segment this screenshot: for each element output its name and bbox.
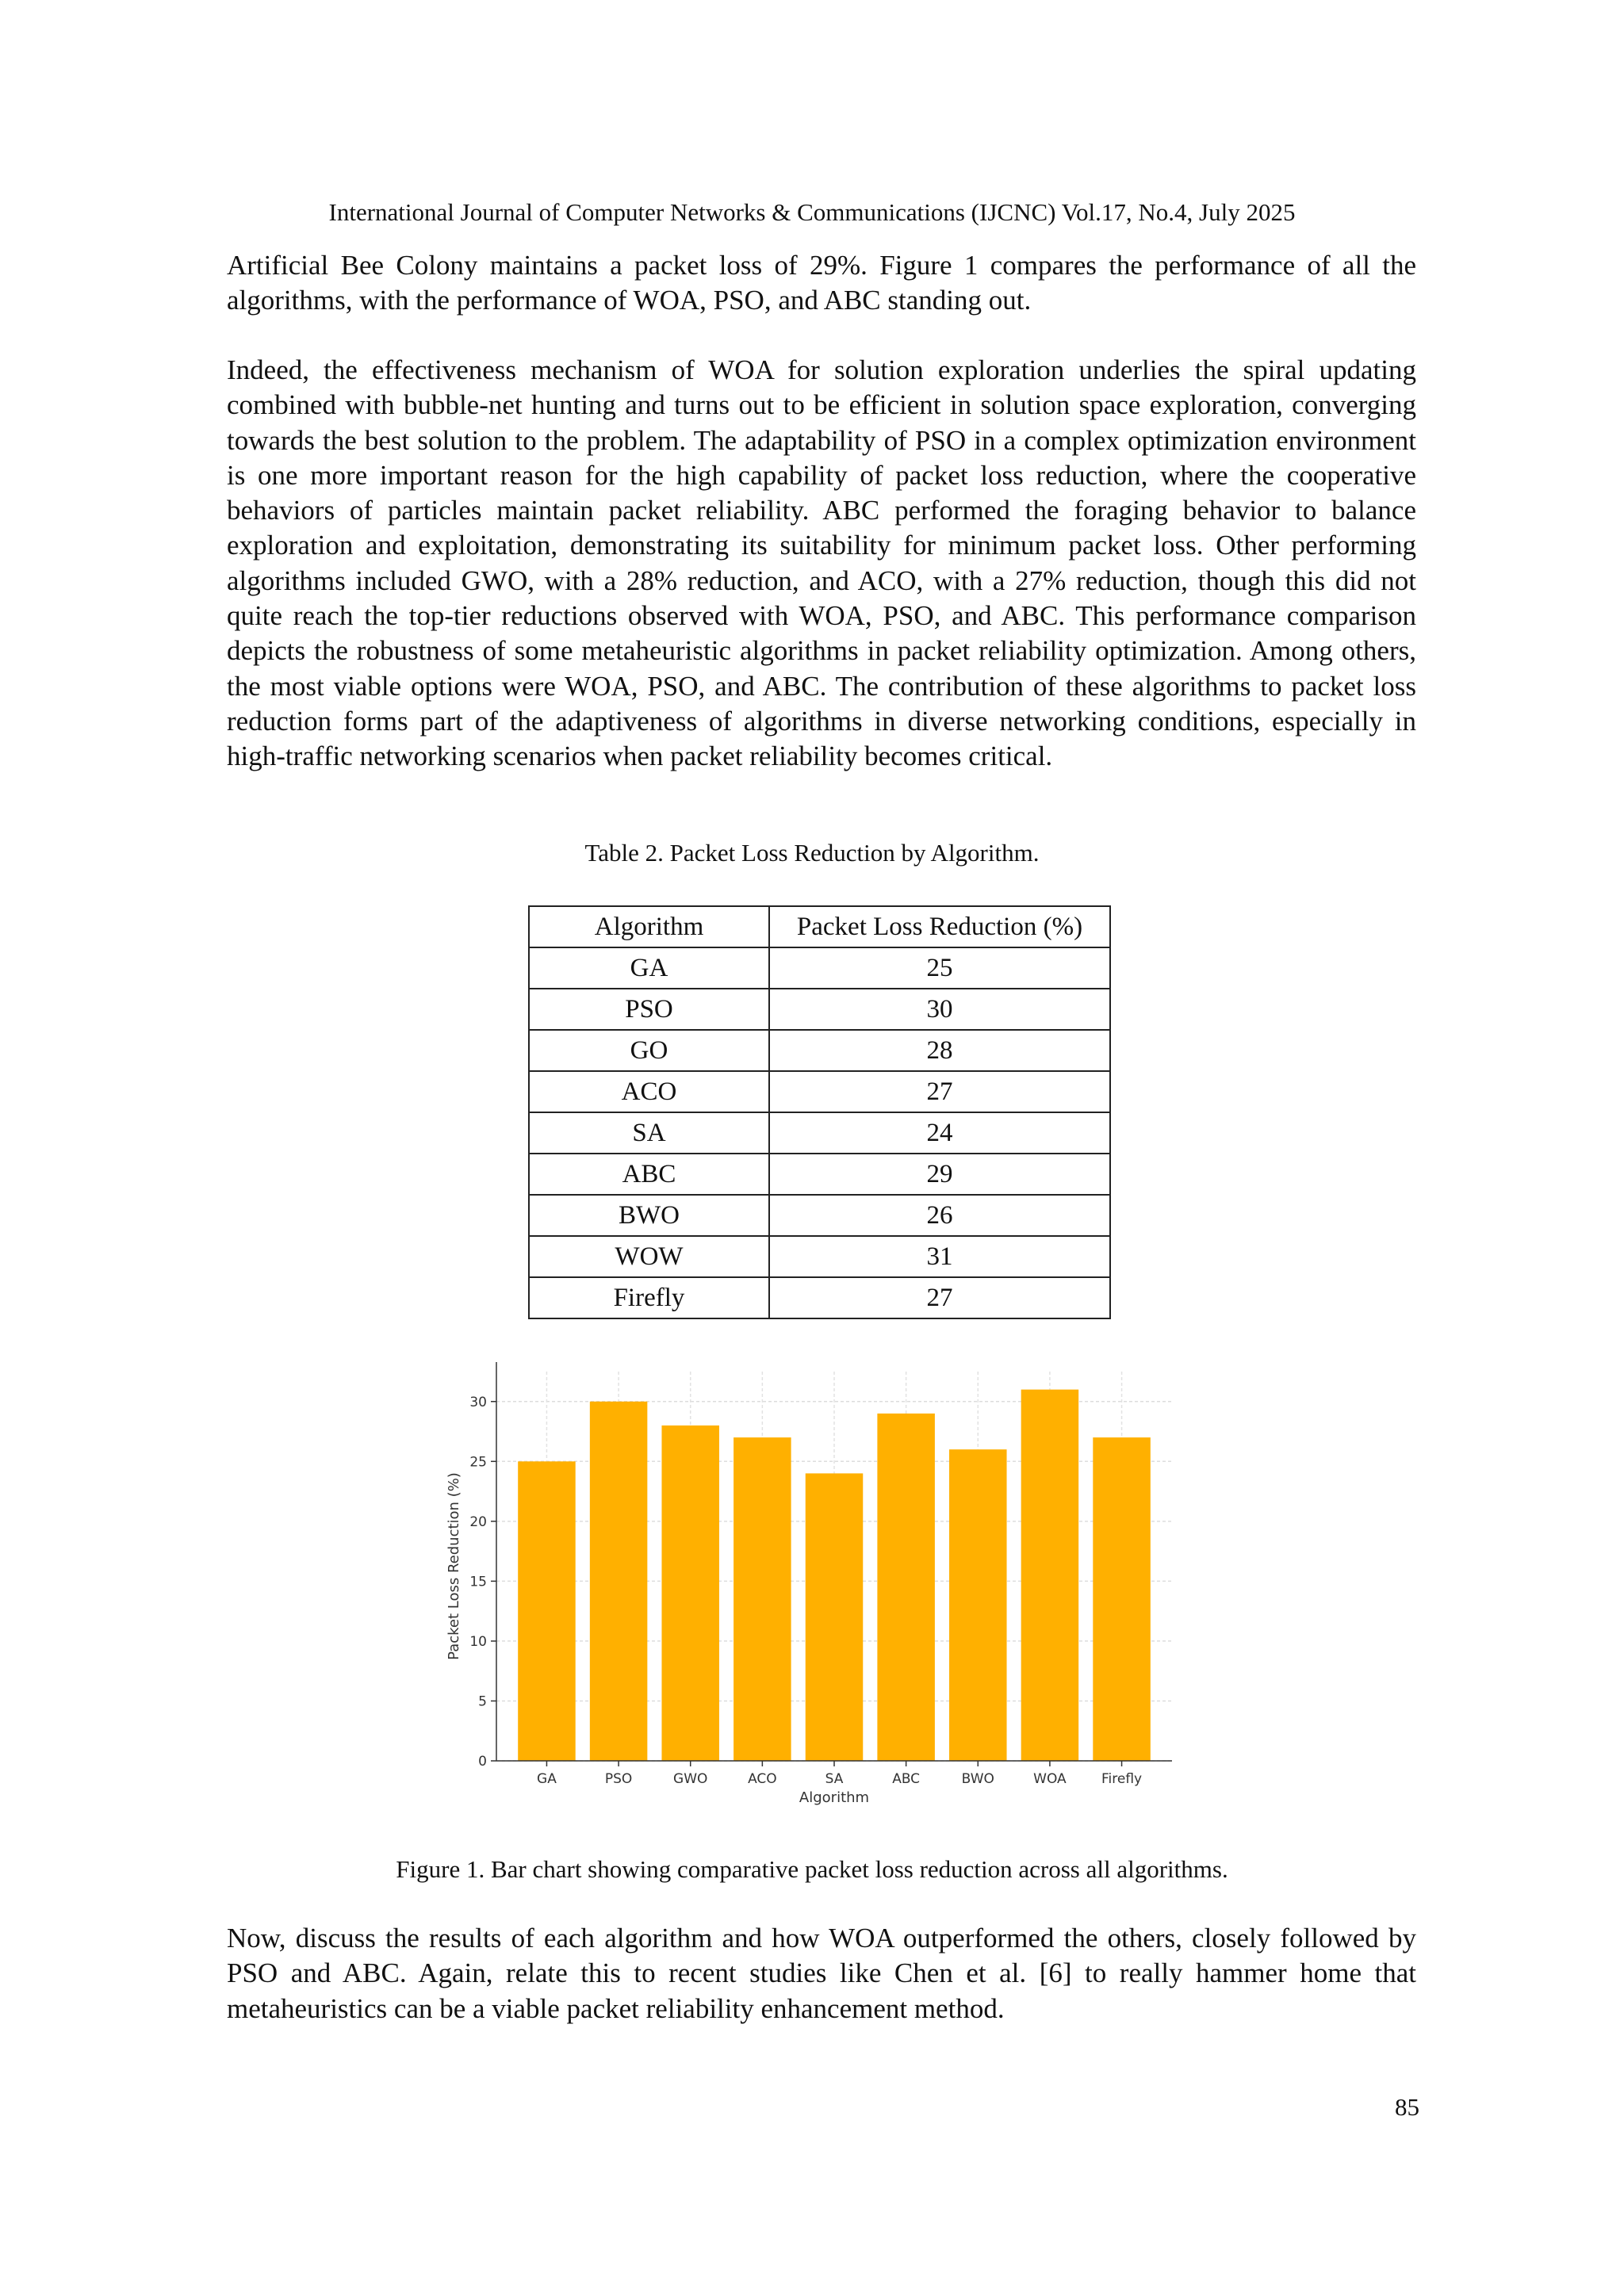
table-cell-algorithm: GA [529,947,769,989]
table-cell-algorithm: ACO [529,1071,769,1112]
table-cell-algorithm: Firefly [529,1277,769,1318]
table-cell-reduction: 31 [769,1236,1110,1277]
x-tick-label: PSO [604,1771,633,1787]
table-row [529,989,1110,1030]
bar-firefly [1093,1437,1151,1761]
table-header-algorithm: Algorithm [529,906,769,947]
table-cell-reduction: 29 [769,1154,1110,1195]
x-axis-label: Algorithm [799,1789,870,1806]
paragraph-conclusion: Now, discuss the results of each algorithm and how WOA outperformed the others, closely followed by PSO and ABC. Again, relate this to recent studies like Chen et al. [6] to really hammer home that metaheuristics can be a viable packet reliability enhancement method. [227,1923,1416,2024]
bar-ga [518,1461,576,1761]
bar-chart [444,1362,1205,1822]
bar-woa [1021,1390,1079,1761]
y-tick-label: 15 [469,1574,487,1590]
table-row [529,1071,1110,1112]
table-cell-reduction: 26 [769,1195,1110,1236]
x-tick-label: GWO [673,1771,708,1787]
x-tick-label: GA [537,1771,557,1787]
x-tick-label: SA [825,1771,844,1787]
y-tick-label: 25 [469,1454,487,1471]
bar-gwo [661,1425,719,1761]
table-row [529,1277,1110,1318]
x-tick-label: ACO [748,1771,777,1787]
table-header-reduction: Packet Loss Reduction (%) [769,906,1110,947]
table-cell-reduction: 28 [769,1030,1110,1071]
page-number: 85 [1395,2093,1419,2121]
table-cell-reduction: 25 [769,947,1110,989]
y-tick-label: 0 [478,1754,487,1770]
y-axis-label: Packet Loss Reduction (%) [446,1472,462,1660]
table-cell-algorithm: BWO [529,1195,769,1236]
table-cell-algorithm: ABC [529,1154,769,1195]
table-row [529,1154,1110,1195]
bar-aco [733,1437,791,1761]
bar-bwo [949,1449,1007,1761]
table-cell-reduction: 27 [769,1277,1110,1318]
x-tick-label: BWO [961,1771,994,1787]
table-row [529,1030,1110,1071]
table-cell-algorithm: WOW [529,1236,769,1277]
y-tick-label: 5 [478,1693,487,1710]
y-tick-label: 30 [469,1394,487,1410]
bar-abc [877,1414,935,1761]
paragraph-discussion: Indeed, the effectiveness mechanism of WOA for solution exploration underlies the spiral updating combined with bubble-net hunting and turns out to be efficient in solution space exploration, converging towards the best solution to the problem. The adaptability of PSO in a complex optimization environment is one more important reason for the high capability of packet loss reduction, where the cooperative behaviors of particles maintain packet reliability. ABC performed the foraging behavior to balance exploration and exploitation, demonstrating its suitability for minimum packet loss. Other performing algorithms included GWO, with a 28% reduction, and ACO, with a 27% reduction, though this did not quite reach the top-tier reductions observed with WOA, PSO, and ABC. This performance comparison depicts the robustness of some metaheuristic algorithms in packet reliability optimization. Among others, the most viable options were WOA, PSO, and ABC. The contribution of these algorithms to packet loss reduction forms part of the adaptiveness of algorithms in diverse networking conditions, especially in high-traffic networking scenarios when packet reliability becomes critical. [227,354,1416,772]
figure-caption: Figure 1. Bar chart showing comparative packet loss reduction across all algorithms. [396,1855,1228,1883]
table-cell-algorithm: SA [529,1112,769,1154]
journal-header: International Journal of Computer Networks & Communications (IJCNC) Vol.17, No.4, July 2025 [328,198,1296,226]
x-tick-label: Firefly [1101,1771,1143,1787]
table-row [529,947,1110,989]
table-row [529,1236,1110,1277]
packet-loss-table [528,905,1111,1319]
x-tick-label: ABC [892,1771,921,1787]
table-row [529,1195,1110,1236]
table-cell-algorithm: GO [529,1030,769,1071]
table-header-row [529,906,1110,947]
y-tick-label: 20 [469,1513,487,1530]
table-cell-reduction: 24 [769,1112,1110,1154]
table-cell-algorithm: PSO [529,989,769,1030]
table-caption: Table 2. Packet Loss Reduction by Algorithm. [584,839,1040,867]
table-cell-reduction: 27 [769,1071,1110,1112]
x-tick-label: WOA [1033,1771,1067,1787]
table-cell-reduction: 30 [769,989,1110,1030]
y-tick-label: 10 [469,1633,487,1650]
table-row [529,1112,1110,1154]
bar-pso [590,1402,648,1761]
paragraph-intro: Artificial Bee Colony maintains a packet loss of 29%. Figure 1 compares the performance of all the algorithms, with the performance of WOA, PSO, and ABC standing out. [227,250,1416,316]
bar-sa [806,1473,864,1761]
